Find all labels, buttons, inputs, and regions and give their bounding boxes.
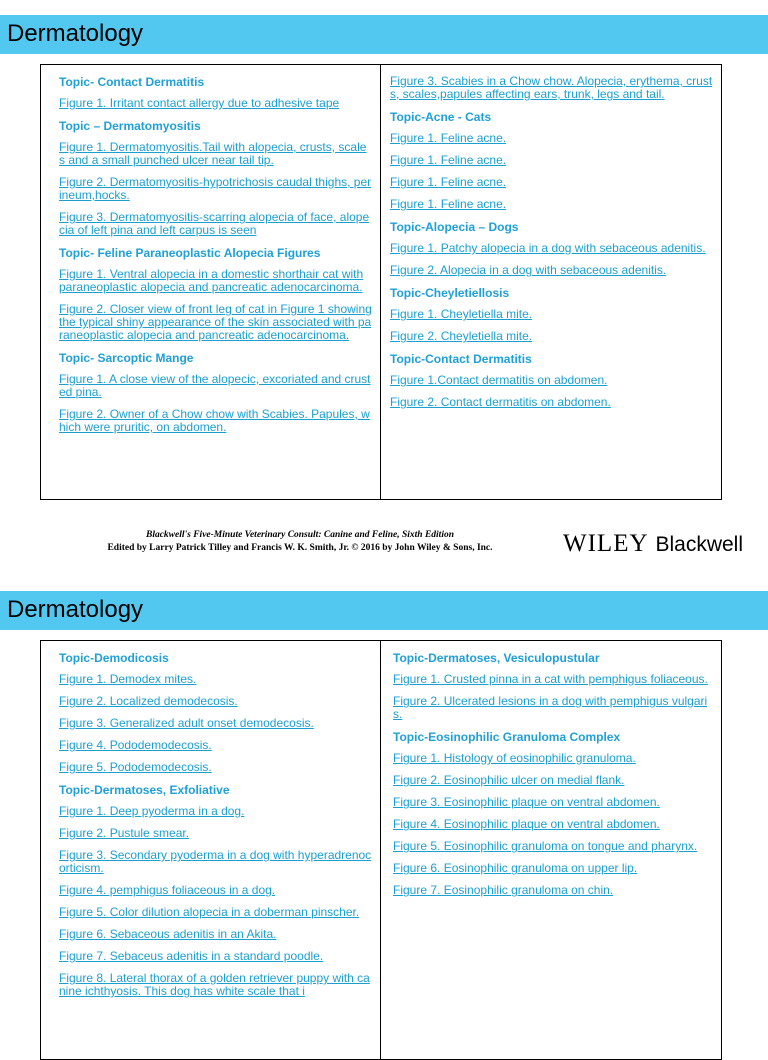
figure-link[interactable]: Figure 1. Cheyletiella mite.	[390, 307, 533, 321]
figure-link[interactable]: Figure 1. Ventral alopecia in a domestic shorthair cat with paraneoplastic alopecia and pancreatic adenocarcinoma.	[59, 267, 364, 294]
figure-link[interactable]: Figure 3. Dermatomyositis-scarring alopecia of face, alopecia of left pina and left carpus is seen	[59, 210, 370, 237]
figure-link[interactable]: Figure 2. Cheyletiella mite.	[390, 329, 533, 343]
topic-heading: Topic- Contact Dermatitis	[59, 75, 205, 89]
figure-link[interactable]: Figure 2. Pustule smear.	[59, 826, 190, 840]
figure-link[interactable]: Figure 1. Histology of eosinophilic granuloma.	[393, 751, 636, 765]
figure-link[interactable]: Figure 3. Generalized adult onset demodecosis.	[59, 716, 314, 730]
figure-link[interactable]: Figure 6. Sebaceous adenitis in an Akita.	[59, 927, 277, 941]
figure-link[interactable]: Figure 2. Ulcerated lesions in a dog with pemphigus vulgaris.	[393, 694, 708, 721]
figure-link[interactable]: Figure 1. A close view of the alopecic, excoriated and crusted pina.	[59, 372, 371, 399]
figure-link[interactable]: Figure 6. Eosinophilic granuloma on upper lip.	[393, 861, 638, 875]
figure-link[interactable]: Figure 2. Contact dermatitis on abdomen.	[390, 395, 611, 409]
figure-link[interactable]: Figure 5. Color dilution alopecia in a doberman pinscher.	[59, 905, 360, 919]
figure-link[interactable]: Figure 8. Lateral thorax of a golden retriever puppy with canine ichthyosis. This dog has white scale that i	[59, 971, 370, 998]
topic-heading: Topic-Alopecia – Dogs	[390, 220, 519, 234]
topic-heading: Topic-Demodicosis	[59, 651, 169, 665]
topic-heading: Topic-Dermatoses, Exfoliative	[59, 783, 230, 797]
page2-title: Dermatology	[7, 596, 144, 623]
figure-link[interactable]: Figure 4. Pododemodecosis.	[59, 738, 212, 752]
topic-heading: Topic-Contact Dermatitis	[390, 352, 532, 366]
topic-heading: Topic-Dermatoses, Vesiculopustular	[393, 651, 600, 665]
figure-link[interactable]: Figure 4. pemphigus foliaceous in a dog.	[59, 883, 276, 897]
page1-title: Dermatology	[7, 20, 144, 47]
figure-link[interactable]: Figure 1. Crusted pinna in a cat with pemphigus foliaceous.	[393, 672, 708, 686]
figure-link[interactable]: Figure 1. Dermatomyositis.Tail with alopecia, crusts, scales and a small punched ulcer near tail tip.	[59, 140, 367, 167]
page2-figure-index	[40, 640, 722, 1060]
topic-heading: Topic- Feline Paraneoplastic Alopecia Figures	[59, 246, 321, 260]
figure-link[interactable]: Figure 7. Eosinophilic granuloma on chin.	[393, 883, 614, 897]
figure-link[interactable]: Figure 3. Eosinophilic plaque on ventral abdomen.	[393, 795, 660, 809]
figure-link[interactable]: Figure 4. Eosinophilic plaque on ventral abdomen.	[393, 817, 660, 831]
page2-header-banner	[0, 591, 768, 630]
topic-heading: Topic-Acne - Cats	[390, 110, 492, 124]
figure-link[interactable]: Figure 7. Sebaceus adenitis in a standard poodle.	[59, 949, 324, 963]
editors-line: Edited by Larry Patrick Tilley and Francis W. K. Smith, Jr. © 2016 by John Wiley & Sons, Inc.	[107, 543, 493, 553]
figure-link[interactable]: Figure 2. Localized demodecosis.	[59, 694, 238, 708]
figure-link[interactable]: Figure 2. Owner of a Chow chow with Scabies. Papules, which were pruritic, on abdomen.	[59, 407, 370, 434]
figure-link[interactable]: Figure 1. Demodex mites.	[59, 672, 197, 686]
figure-link[interactable]: Figure 2. Eosinophilic ulcer on medial flank.	[393, 773, 625, 787]
figure-link[interactable]: Figure 1.Contact dermatitis on abdomen.	[390, 373, 608, 387]
page1-left-column	[41, 65, 381, 499]
figure-link[interactable]: Figure 3. Secondary pyoderma in a dog with hyperadrenocorticism.	[59, 848, 372, 875]
figure-link[interactable]: Figure 1. Feline acne.	[390, 197, 507, 211]
page1-header-banner	[0, 15, 768, 54]
figure-link[interactable]: Figure 1. Feline acne.	[390, 175, 507, 189]
book-title: Blackwell's Five-Minute Veterinary Consult: Canine and Feline, Sixth Edition	[145, 530, 454, 540]
figure-link[interactable]: Figure 1. Deep pyoderma in a dog.	[59, 804, 245, 818]
figure-link[interactable]: Figure 3. Scabies in a Chow chow. Alopecia, erythema, crusts, scales,papules affecting ears, trunk, legs and tail.	[390, 74, 713, 101]
figure-link[interactable]: Figure 2. Dermatomyositis-hypotrichosis caudal thighs, perineum,hocks.	[59, 175, 372, 202]
figure-link[interactable]: Figure 5. Eosinophilic granuloma on tongue and pharynx.	[393, 839, 698, 853]
page2-right-column	[381, 641, 721, 1059]
topic-heading: Topic – Dermatomyositis	[59, 119, 201, 133]
figure-link[interactable]: Figure 5. Pododemodecosis.	[59, 760, 212, 774]
figure-link[interactable]: Figure 1. Patchy alopecia in a dog with sebaceous adenitis.	[390, 241, 706, 255]
figure-link[interactable]: Figure 1. Irritant contact allergy due to adhesive tape	[59, 96, 340, 110]
topic-heading: Topic-Cheyletiellosis	[390, 286, 510, 300]
topic-heading: Topic-Eosinophilic Granuloma Complex	[393, 730, 621, 744]
page1-right-column	[381, 65, 721, 499]
figure-link[interactable]: Figure 1. Feline acne.	[390, 131, 507, 145]
page1-figure-index	[40, 64, 722, 500]
wiley-blackwell-logo: WILEY Blackwell	[563, 530, 744, 557]
page2-left-column	[41, 641, 381, 1059]
figure-link[interactable]: Figure 2. Alopecia in a dog with sebaceous adenitis.	[390, 263, 667, 277]
topic-heading: Topic- Sarcoptic Mange	[59, 351, 194, 365]
figure-link[interactable]: Figure 1. Feline acne.	[390, 153, 507, 167]
figure-link[interactable]: Figure 2. Closer view of front leg of cat in Figure 1 showing the typical shiny appearance of the skin associated with paraneoplastic alopecia and pancreatic adenocarcinoma.	[59, 302, 372, 342]
